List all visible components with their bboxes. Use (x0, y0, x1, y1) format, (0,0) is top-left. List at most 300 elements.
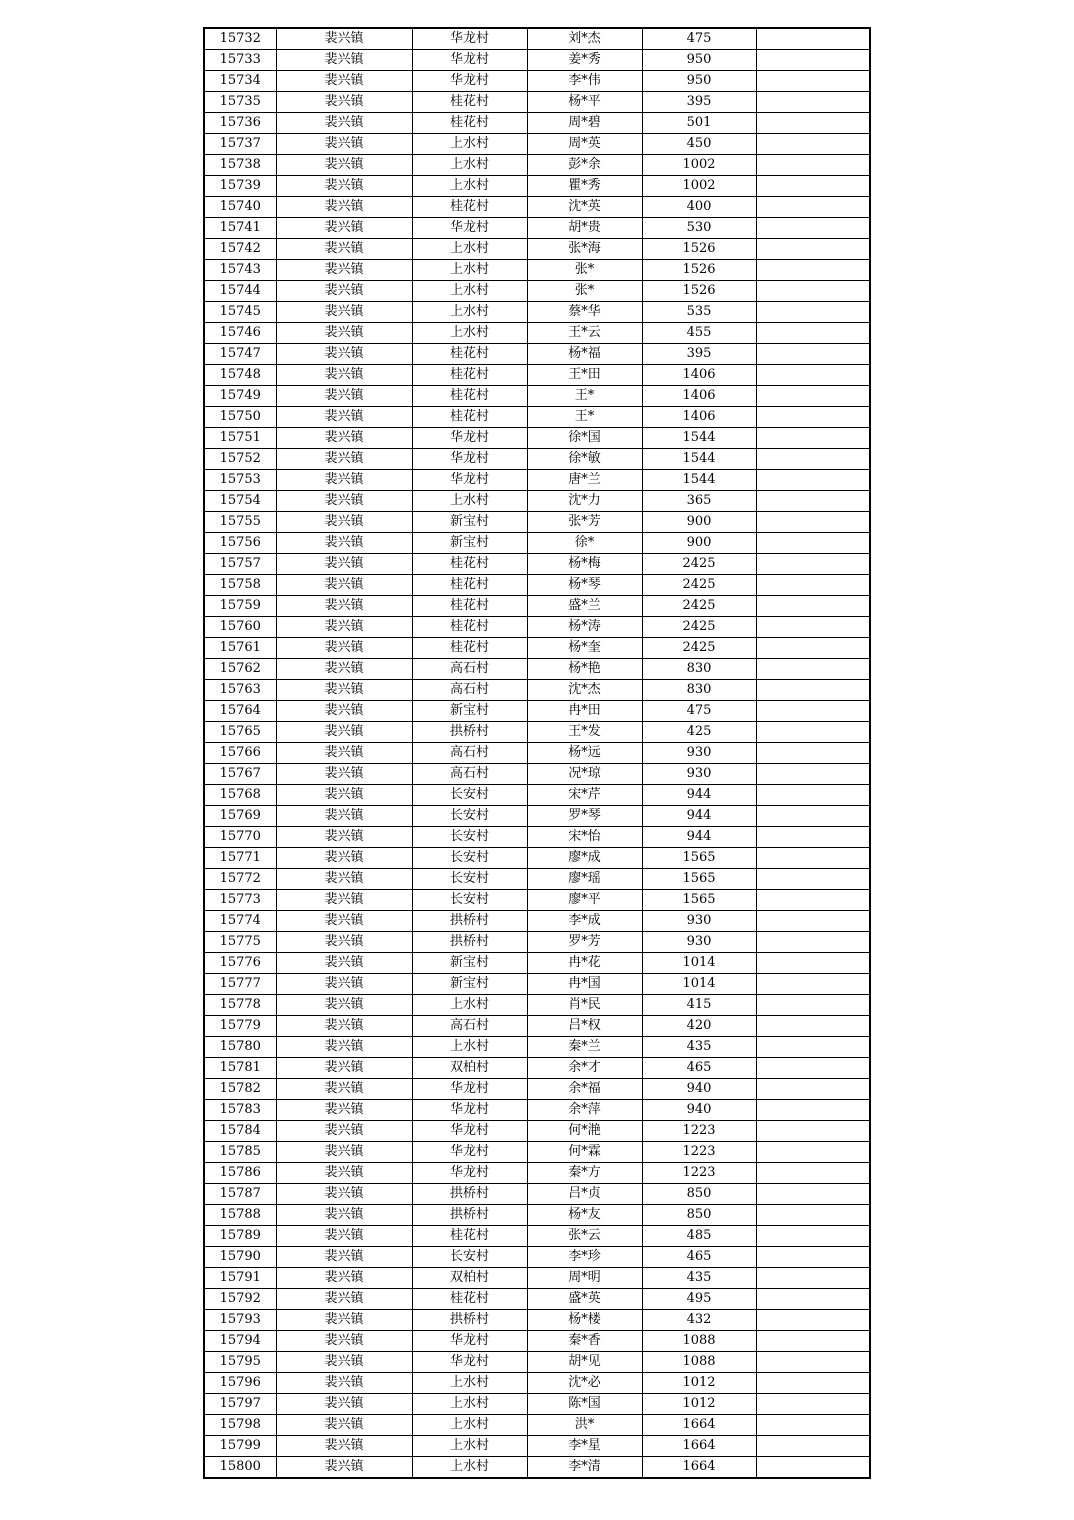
serial-number-cell: 15746 (204, 323, 276, 344)
name-cell: 张* (527, 281, 642, 302)
table-row (204, 953, 870, 974)
table-row (204, 1121, 870, 1142)
table-row (204, 1352, 870, 1373)
town-cell: 裴兴镇 (276, 1268, 412, 1289)
amount-cell: 400 (642, 197, 756, 218)
table-row (204, 638, 870, 659)
table-row (204, 680, 870, 701)
town-cell: 裴兴镇 (276, 743, 412, 764)
amount-cell: 1406 (642, 365, 756, 386)
table-row (204, 365, 870, 386)
serial-number-cell: 15775 (204, 932, 276, 953)
table-row (204, 554, 870, 575)
remark-cell (756, 1457, 870, 1479)
village-cell: 高石村 (412, 659, 527, 680)
town-cell: 裴兴镇 (276, 848, 412, 869)
remark-cell (756, 155, 870, 176)
town-cell: 裴兴镇 (276, 134, 412, 155)
amount-cell: 365 (642, 491, 756, 512)
village-cell: 桂花村 (412, 575, 527, 596)
town-cell: 裴兴镇 (276, 512, 412, 533)
name-cell: 杨*友 (527, 1205, 642, 1226)
name-cell: 宋*芹 (527, 785, 642, 806)
amount-cell: 395 (642, 344, 756, 365)
name-cell: 廖*平 (527, 890, 642, 911)
village-cell: 华龙村 (412, 428, 527, 449)
remark-cell (756, 407, 870, 428)
serial-number-cell: 15790 (204, 1247, 276, 1268)
village-cell: 长安村 (412, 848, 527, 869)
name-cell: 冉*田 (527, 701, 642, 722)
table-row (204, 1037, 870, 1058)
name-cell: 杨*梅 (527, 554, 642, 575)
name-cell: 罗*芳 (527, 932, 642, 953)
village-cell: 上水村 (412, 281, 527, 302)
remark-cell (756, 743, 870, 764)
town-cell: 裴兴镇 (276, 1373, 412, 1394)
table-row (204, 71, 870, 92)
table-row (204, 533, 870, 554)
table-row (204, 1016, 870, 1037)
serial-number-cell: 15732 (204, 28, 276, 50)
amount-cell: 930 (642, 743, 756, 764)
town-cell: 裴兴镇 (276, 1184, 412, 1205)
name-cell: 胡*见 (527, 1352, 642, 1373)
village-cell: 上水村 (412, 1436, 527, 1457)
village-cell: 上水村 (412, 155, 527, 176)
name-cell: 姜*秀 (527, 50, 642, 71)
village-cell: 桂花村 (412, 1289, 527, 1310)
table-row (204, 743, 870, 764)
village-cell: 上水村 (412, 491, 527, 512)
serial-number-cell: 15748 (204, 365, 276, 386)
serial-number-cell: 15799 (204, 1436, 276, 1457)
remark-cell (756, 92, 870, 113)
village-cell: 上水村 (412, 1373, 527, 1394)
table-row (204, 1100, 870, 1121)
name-cell: 周*碧 (527, 113, 642, 134)
town-cell: 裴兴镇 (276, 1415, 412, 1436)
remark-cell (756, 806, 870, 827)
table-row (204, 491, 870, 512)
serial-number-cell: 15740 (204, 197, 276, 218)
table-row (204, 449, 870, 470)
village-cell: 桂花村 (412, 554, 527, 575)
serial-number-cell: 15763 (204, 680, 276, 701)
village-cell: 华龙村 (412, 50, 527, 71)
remark-cell (756, 512, 870, 533)
remark-cell (756, 386, 870, 407)
table-row (204, 323, 870, 344)
village-cell: 高石村 (412, 743, 527, 764)
remark-cell (756, 932, 870, 953)
table-row (204, 1268, 870, 1289)
serial-number-cell: 15772 (204, 869, 276, 890)
remark-cell (756, 1436, 870, 1457)
name-cell: 宋*怡 (527, 827, 642, 848)
village-cell: 上水村 (412, 323, 527, 344)
village-cell: 桂花村 (412, 638, 527, 659)
serial-number-cell: 15749 (204, 386, 276, 407)
remark-cell (756, 1205, 870, 1226)
remark-cell (756, 659, 870, 680)
remark-cell (756, 1016, 870, 1037)
village-cell: 上水村 (412, 176, 527, 197)
table-row (204, 932, 870, 953)
serial-number-cell: 15768 (204, 785, 276, 806)
village-cell: 桂花村 (412, 365, 527, 386)
amount-cell: 530 (642, 218, 756, 239)
town-cell: 裴兴镇 (276, 470, 412, 491)
amount-cell: 425 (642, 722, 756, 743)
table-row (204, 869, 870, 890)
village-cell: 拱桥村 (412, 1184, 527, 1205)
amount-cell: 495 (642, 1289, 756, 1310)
remark-cell (756, 722, 870, 743)
amount-cell: 900 (642, 533, 756, 554)
town-cell: 裴兴镇 (276, 575, 412, 596)
remark-cell (756, 197, 870, 218)
remark-cell (756, 596, 870, 617)
name-cell: 余*福 (527, 1079, 642, 1100)
name-cell: 余*才 (527, 1058, 642, 1079)
amount-cell: 950 (642, 50, 756, 71)
remark-cell (756, 1184, 870, 1205)
table-row (204, 386, 870, 407)
serial-number-cell: 15786 (204, 1163, 276, 1184)
serial-number-cell: 15771 (204, 848, 276, 869)
town-cell: 裴兴镇 (276, 701, 412, 722)
name-cell: 李*伟 (527, 71, 642, 92)
remark-cell (756, 554, 870, 575)
serial-number-cell: 15738 (204, 155, 276, 176)
remark-cell (756, 1100, 870, 1121)
serial-number-cell: 15767 (204, 764, 276, 785)
table-row (204, 281, 870, 302)
amount-cell: 1223 (642, 1163, 756, 1184)
town-cell: 裴兴镇 (276, 1226, 412, 1247)
name-cell: 秦*香 (527, 1331, 642, 1352)
table-row (204, 407, 870, 428)
table-row (204, 1205, 870, 1226)
serial-number-cell: 15739 (204, 176, 276, 197)
amount-cell: 415 (642, 995, 756, 1016)
table-row (204, 974, 870, 995)
amount-cell: 1088 (642, 1331, 756, 1352)
amount-cell: 2425 (642, 638, 756, 659)
remark-cell (756, 1373, 870, 1394)
table-row (204, 344, 870, 365)
amount-cell: 1526 (642, 260, 756, 281)
remark-cell (756, 1037, 870, 1058)
remark-cell (756, 1121, 870, 1142)
amount-cell: 1223 (642, 1142, 756, 1163)
remark-cell (756, 134, 870, 155)
remark-cell (756, 848, 870, 869)
serial-number-cell: 15783 (204, 1100, 276, 1121)
serial-number-cell: 15788 (204, 1205, 276, 1226)
name-cell: 张*芳 (527, 512, 642, 533)
name-cell: 盛*英 (527, 1289, 642, 1310)
town-cell: 裴兴镇 (276, 1310, 412, 1331)
name-cell: 王*田 (527, 365, 642, 386)
village-cell: 华龙村 (412, 1100, 527, 1121)
remark-cell (756, 302, 870, 323)
table-row (204, 1079, 870, 1100)
amount-cell: 1664 (642, 1436, 756, 1457)
name-cell: 杨*楼 (527, 1310, 642, 1331)
serial-number-cell: 15796 (204, 1373, 276, 1394)
town-cell: 裴兴镇 (276, 1457, 412, 1479)
remark-cell (756, 701, 870, 722)
town-cell: 裴兴镇 (276, 638, 412, 659)
town-cell: 裴兴镇 (276, 491, 412, 512)
table-row (204, 806, 870, 827)
name-cell: 肖*民 (527, 995, 642, 1016)
remark-cell (756, 1226, 870, 1247)
remark-cell (756, 428, 870, 449)
table-row (204, 785, 870, 806)
remark-cell (756, 974, 870, 995)
remark-cell (756, 1289, 870, 1310)
town-cell: 裴兴镇 (276, 1247, 412, 1268)
name-cell: 杨*平 (527, 92, 642, 113)
village-cell: 桂花村 (412, 596, 527, 617)
name-cell: 何*滟 (527, 1121, 642, 1142)
serial-number-cell: 15751 (204, 428, 276, 449)
village-cell: 桂花村 (412, 92, 527, 113)
town-cell: 裴兴镇 (276, 1289, 412, 1310)
name-cell: 张* (527, 260, 642, 281)
table-row (204, 134, 870, 155)
amount-cell: 535 (642, 302, 756, 323)
serial-number-cell: 15756 (204, 533, 276, 554)
serial-number-cell: 15792 (204, 1289, 276, 1310)
amount-cell: 435 (642, 1037, 756, 1058)
amount-cell: 1664 (642, 1457, 756, 1479)
town-cell: 裴兴镇 (276, 302, 412, 323)
village-cell: 华龙村 (412, 1163, 527, 1184)
amount-cell: 1526 (642, 239, 756, 260)
table-row (204, 596, 870, 617)
name-cell: 沈*必 (527, 1373, 642, 1394)
town-cell: 裴兴镇 (276, 1037, 412, 1058)
remark-cell (756, 785, 870, 806)
village-cell: 上水村 (412, 995, 527, 1016)
town-cell: 裴兴镇 (276, 239, 412, 260)
table-row (204, 239, 870, 260)
village-cell: 新宝村 (412, 974, 527, 995)
table-row (204, 848, 870, 869)
village-cell: 长安村 (412, 869, 527, 890)
name-cell: 王*云 (527, 323, 642, 344)
serial-number-cell: 15741 (204, 218, 276, 239)
table-row (204, 1226, 870, 1247)
village-cell: 新宝村 (412, 701, 527, 722)
village-cell: 双柏村 (412, 1268, 527, 1289)
village-cell: 华龙村 (412, 1142, 527, 1163)
serial-number-cell: 15761 (204, 638, 276, 659)
serial-number-cell: 15797 (204, 1394, 276, 1415)
table-body (204, 28, 870, 1478)
name-cell: 王* (527, 386, 642, 407)
name-cell: 唐*兰 (527, 470, 642, 491)
village-cell: 长安村 (412, 806, 527, 827)
village-cell: 桂花村 (412, 407, 527, 428)
village-cell: 双柏村 (412, 1058, 527, 1079)
town-cell: 裴兴镇 (276, 92, 412, 113)
village-cell: 桂花村 (412, 344, 527, 365)
records-table (203, 27, 871, 1479)
serial-number-cell: 15766 (204, 743, 276, 764)
village-cell: 华龙村 (412, 218, 527, 239)
village-cell: 上水村 (412, 1415, 527, 1436)
serial-number-cell: 15765 (204, 722, 276, 743)
remark-cell (756, 344, 870, 365)
amount-cell: 395 (642, 92, 756, 113)
village-cell: 上水村 (412, 1394, 527, 1415)
amount-cell: 850 (642, 1184, 756, 1205)
serial-number-cell: 15755 (204, 512, 276, 533)
name-cell: 张*云 (527, 1226, 642, 1247)
name-cell: 罗*琴 (527, 806, 642, 827)
village-cell: 桂花村 (412, 197, 527, 218)
town-cell: 裴兴镇 (276, 1058, 412, 1079)
remark-cell (756, 470, 870, 491)
remark-cell (756, 1142, 870, 1163)
town-cell: 裴兴镇 (276, 28, 412, 50)
name-cell: 徐*敏 (527, 449, 642, 470)
village-cell: 桂花村 (412, 1226, 527, 1247)
name-cell: 徐*国 (527, 428, 642, 449)
name-cell: 杨*艳 (527, 659, 642, 680)
town-cell: 裴兴镇 (276, 449, 412, 470)
remark-cell (756, 491, 870, 512)
name-cell: 李*成 (527, 911, 642, 932)
remark-cell (756, 323, 870, 344)
serial-number-cell: 15753 (204, 470, 276, 491)
remark-cell (756, 71, 870, 92)
village-cell: 桂花村 (412, 386, 527, 407)
serial-number-cell: 15778 (204, 995, 276, 1016)
name-cell: 廖*成 (527, 848, 642, 869)
remark-cell (756, 449, 870, 470)
town-cell: 裴兴镇 (276, 260, 412, 281)
name-cell: 刘*杰 (527, 28, 642, 50)
village-cell: 桂花村 (412, 617, 527, 638)
name-cell: 蔡*华 (527, 302, 642, 323)
serial-number-cell: 15784 (204, 1121, 276, 1142)
village-cell: 华龙村 (412, 1352, 527, 1373)
amount-cell: 475 (642, 701, 756, 722)
village-cell: 高石村 (412, 680, 527, 701)
amount-cell: 940 (642, 1079, 756, 1100)
village-cell: 拱桥村 (412, 1310, 527, 1331)
table-row (204, 113, 870, 134)
town-cell: 裴兴镇 (276, 932, 412, 953)
village-cell: 拱桥村 (412, 722, 527, 743)
town-cell: 裴兴镇 (276, 869, 412, 890)
remark-cell (756, 1394, 870, 1415)
table-row (204, 617, 870, 638)
serial-number-cell: 15750 (204, 407, 276, 428)
town-cell: 裴兴镇 (276, 1100, 412, 1121)
table-row (204, 218, 870, 239)
serial-number-cell: 15789 (204, 1226, 276, 1247)
name-cell: 杨*琴 (527, 575, 642, 596)
table-row (204, 176, 870, 197)
serial-number-cell: 15794 (204, 1331, 276, 1352)
name-cell: 胡*贵 (527, 218, 642, 239)
remark-cell (756, 617, 870, 638)
remark-cell (756, 638, 870, 659)
name-cell: 彭*余 (527, 155, 642, 176)
table-row (204, 890, 870, 911)
village-cell: 上水村 (412, 260, 527, 281)
serial-number-cell: 15782 (204, 1079, 276, 1100)
name-cell: 瞿*秀 (527, 176, 642, 197)
remark-cell (756, 764, 870, 785)
amount-cell: 1223 (642, 1121, 756, 1142)
amount-cell: 432 (642, 1310, 756, 1331)
remark-cell (756, 113, 870, 134)
remark-cell (756, 1415, 870, 1436)
name-cell: 冉*花 (527, 953, 642, 974)
remark-cell (756, 1310, 870, 1331)
table-row (204, 428, 870, 449)
remark-cell (756, 995, 870, 1016)
serial-number-cell: 15757 (204, 554, 276, 575)
name-cell: 吕*权 (527, 1016, 642, 1037)
remark-cell (756, 365, 870, 386)
serial-number-cell: 15737 (204, 134, 276, 155)
amount-cell: 1664 (642, 1415, 756, 1436)
table-row (204, 1373, 870, 1394)
town-cell: 裴兴镇 (276, 659, 412, 680)
amount-cell: 450 (642, 134, 756, 155)
table-row (204, 911, 870, 932)
town-cell: 裴兴镇 (276, 1394, 412, 1415)
serial-number-cell: 15759 (204, 596, 276, 617)
village-cell: 拱桥村 (412, 1205, 527, 1226)
amount-cell: 455 (642, 323, 756, 344)
town-cell: 裴兴镇 (276, 323, 412, 344)
serial-number-cell: 15774 (204, 911, 276, 932)
village-cell: 华龙村 (412, 1121, 527, 1142)
amount-cell: 1544 (642, 428, 756, 449)
town-cell: 裴兴镇 (276, 1142, 412, 1163)
serial-number-cell: 15800 (204, 1457, 276, 1479)
amount-cell: 1406 (642, 386, 756, 407)
serial-number-cell: 15770 (204, 827, 276, 848)
serial-number-cell: 15758 (204, 575, 276, 596)
remark-cell (756, 533, 870, 554)
town-cell: 裴兴镇 (276, 1352, 412, 1373)
town-cell: 裴兴镇 (276, 1163, 412, 1184)
amount-cell: 1406 (642, 407, 756, 428)
name-cell: 李*珍 (527, 1247, 642, 1268)
remark-cell (756, 218, 870, 239)
town-cell: 裴兴镇 (276, 281, 412, 302)
town-cell: 裴兴镇 (276, 176, 412, 197)
village-cell: 长安村 (412, 827, 527, 848)
amount-cell: 1565 (642, 890, 756, 911)
amount-cell: 900 (642, 512, 756, 533)
town-cell: 裴兴镇 (276, 197, 412, 218)
remark-cell (756, 1352, 870, 1373)
village-cell: 新宝村 (412, 512, 527, 533)
amount-cell: 1012 (642, 1373, 756, 1394)
